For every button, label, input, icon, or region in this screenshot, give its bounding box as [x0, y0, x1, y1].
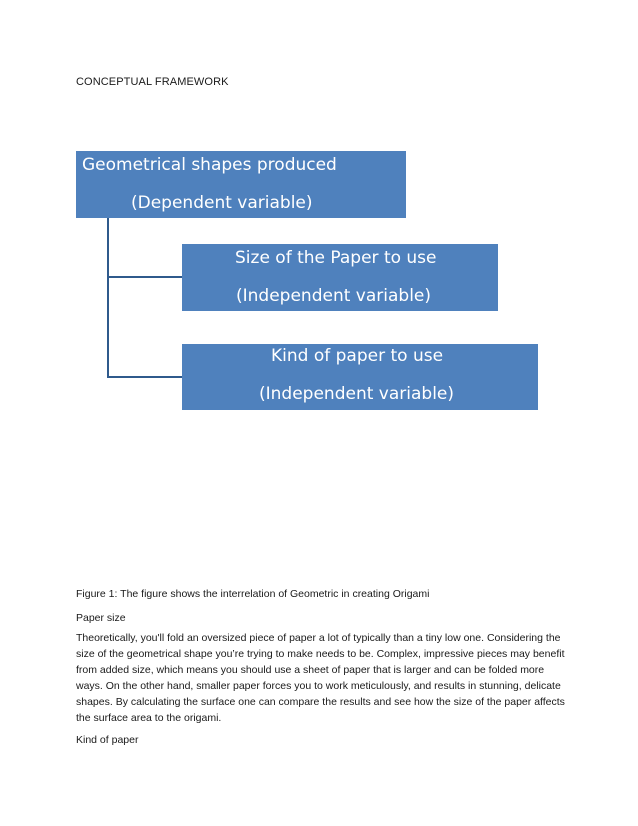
box-title: Geometrical shapes produced — [82, 155, 337, 175]
section-heading: CONCEPTUAL FRAMEWORK — [76, 76, 229, 88]
subheading-paper-size: Paper size — [76, 612, 126, 624]
box-title: Kind of paper to use — [271, 346, 444, 366]
paper-size-box — [182, 244, 498, 311]
box-subtitle: (Independent variable) — [236, 286, 432, 306]
body-paragraph: Theoretically, you'll fold an oversized piece of paper a lot of typically than a tiny low one. Considering the size of the geometrical shape you’re trying to make needs to be. Complex, impressive pieces may benefit from added size, which means you should use a sheet of paper that is larger and can be folded more ways. On the other hand, smaller paper forces you to work meticulously, and results in stunning, delicate shapes. By calculating the surface one can compare the results and see how the size of the paper affects the surface area to the origami. — [76, 632, 565, 724]
subheading-kind-of-paper: Kind of paper — [76, 734, 139, 746]
box-subtitle: (Dependent variable) — [131, 193, 313, 213]
paper-kind-box — [182, 344, 538, 410]
dependent-variable-box — [76, 151, 406, 218]
box-title: Size of the Paper to use — [235, 248, 437, 268]
box-subtitle: (Independent variable) — [259, 384, 455, 404]
figure-caption: Figure 1: The figure shows the interrelation of Geometric in creating Origami — [76, 588, 430, 600]
